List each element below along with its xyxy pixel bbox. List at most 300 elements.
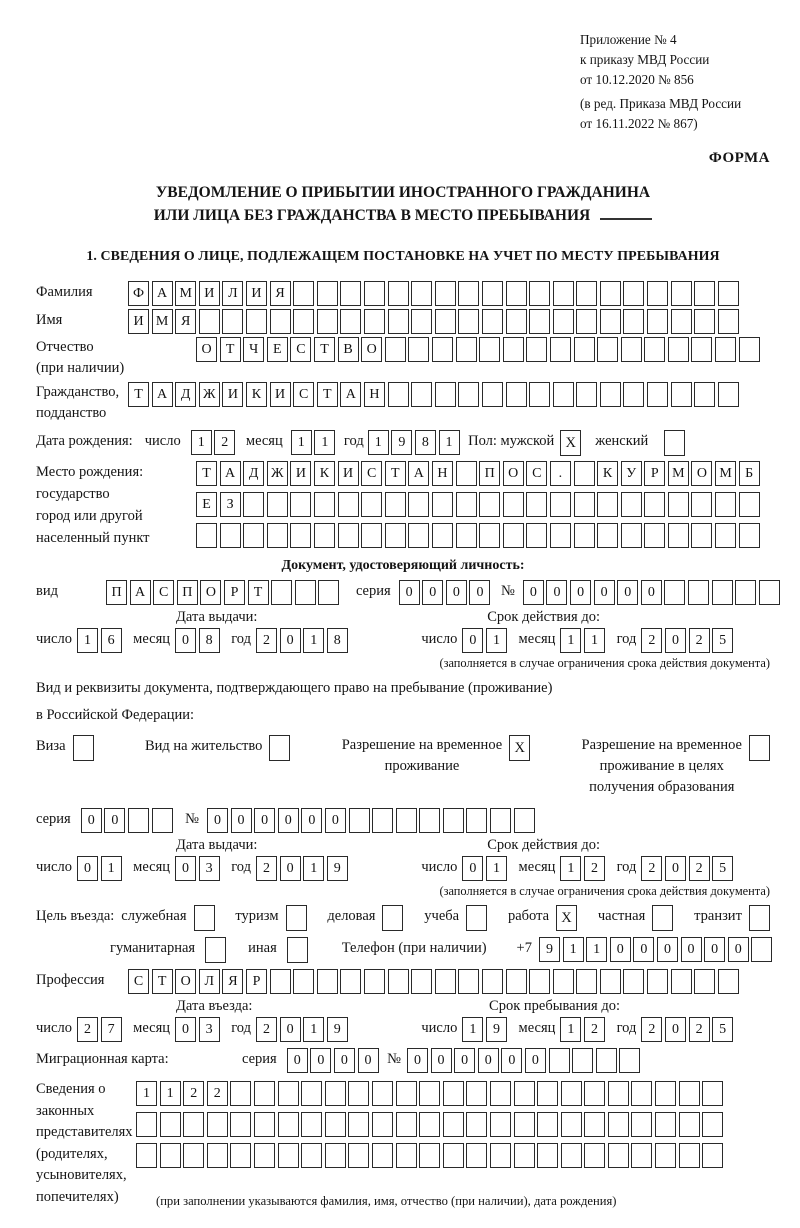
char-cell[interactable]: А bbox=[130, 580, 151, 605]
char-cell[interactable] bbox=[482, 309, 503, 334]
char-cell[interactable]: Т bbox=[314, 337, 335, 362]
char-cell[interactable] bbox=[679, 1112, 700, 1137]
char-cell[interactable] bbox=[456, 523, 477, 548]
char-cell[interactable] bbox=[600, 969, 621, 994]
char-cell[interactable] bbox=[718, 309, 739, 334]
char-cell[interactable] bbox=[270, 969, 291, 994]
char-cell[interactable] bbox=[419, 808, 440, 833]
char-cell[interactable] bbox=[584, 1143, 605, 1168]
char-cell[interactable]: Т bbox=[152, 969, 173, 994]
char-cell[interactable] bbox=[514, 808, 535, 833]
char-cell[interactable] bbox=[458, 309, 479, 334]
char-cell[interactable]: 2 bbox=[256, 856, 277, 881]
char-cell[interactable] bbox=[435, 382, 456, 407]
char-cell[interactable]: М bbox=[175, 281, 196, 306]
char-cell[interactable]: С bbox=[293, 382, 314, 407]
char-cell[interactable] bbox=[550, 337, 571, 362]
char-cell[interactable] bbox=[458, 969, 479, 994]
char-cell[interactable]: 1 bbox=[563, 937, 584, 962]
char-cell[interactable] bbox=[408, 337, 429, 362]
char-cell[interactable]: Е bbox=[267, 337, 288, 362]
char-cell[interactable] bbox=[160, 1112, 181, 1137]
char-cell[interactable] bbox=[644, 337, 665, 362]
char-cell[interactable] bbox=[506, 969, 527, 994]
female-checkbox[interactable] bbox=[664, 430, 685, 456]
char-cell[interactable] bbox=[715, 523, 736, 548]
char-cell[interactable]: М bbox=[152, 309, 173, 334]
char-cell[interactable] bbox=[655, 1143, 676, 1168]
char-cell[interactable] bbox=[553, 309, 574, 334]
char-cell[interactable] bbox=[419, 1112, 440, 1137]
char-cell[interactable] bbox=[293, 309, 314, 334]
char-cell[interactable] bbox=[529, 281, 550, 306]
char-cell[interactable]: О bbox=[175, 969, 196, 994]
char-cell[interactable]: 0 bbox=[454, 1048, 475, 1073]
char-cell[interactable] bbox=[338, 492, 359, 517]
char-cell[interactable]: С bbox=[153, 580, 174, 605]
char-cell[interactable] bbox=[529, 309, 550, 334]
char-cell[interactable] bbox=[317, 309, 338, 334]
char-cell[interactable]: 0 bbox=[546, 580, 567, 605]
char-cell[interactable] bbox=[293, 281, 314, 306]
char-cell[interactable] bbox=[490, 1081, 511, 1106]
char-cell[interactable] bbox=[608, 1081, 629, 1106]
char-cell[interactable] bbox=[691, 337, 712, 362]
char-cell[interactable] bbox=[443, 1081, 464, 1106]
char-cell[interactable] bbox=[751, 937, 772, 962]
char-cell[interactable] bbox=[207, 1143, 228, 1168]
char-cell[interactable]: 5 bbox=[712, 856, 733, 881]
char-cell[interactable]: П bbox=[177, 580, 198, 605]
char-cell[interactable] bbox=[432, 523, 453, 548]
char-cell[interactable] bbox=[553, 969, 574, 994]
char-cell[interactable]: Т bbox=[196, 461, 217, 486]
char-cell[interactable] bbox=[372, 1143, 393, 1168]
char-cell[interactable] bbox=[317, 969, 338, 994]
char-cell[interactable]: 0 bbox=[665, 856, 686, 881]
char-cell[interactable] bbox=[576, 281, 597, 306]
char-cell[interactable]: С bbox=[526, 461, 547, 486]
char-cell[interactable]: 2 bbox=[689, 628, 710, 653]
char-cell[interactable]: 0 bbox=[704, 937, 725, 962]
char-cell[interactable] bbox=[152, 808, 173, 833]
char-cell[interactable] bbox=[338, 523, 359, 548]
char-cell[interactable] bbox=[506, 309, 527, 334]
char-cell[interactable] bbox=[623, 969, 644, 994]
char-cell[interactable]: А bbox=[408, 461, 429, 486]
char-cell[interactable]: 0 bbox=[478, 1048, 499, 1073]
char-cell[interactable]: 2 bbox=[207, 1081, 228, 1106]
char-cell[interactable]: 2 bbox=[77, 1017, 98, 1042]
char-cell[interactable] bbox=[408, 523, 429, 548]
char-cell[interactable] bbox=[388, 281, 409, 306]
char-cell[interactable] bbox=[411, 969, 432, 994]
char-cell[interactable]: И bbox=[199, 281, 220, 306]
char-cell[interactable]: 0 bbox=[431, 1048, 452, 1073]
char-cell[interactable] bbox=[514, 1143, 535, 1168]
char-cell[interactable]: Ф bbox=[128, 281, 149, 306]
char-cell[interactable]: 0 bbox=[523, 580, 544, 605]
char-cell[interactable] bbox=[735, 580, 756, 605]
char-cell[interactable]: В bbox=[338, 337, 359, 362]
char-cell[interactable] bbox=[267, 523, 288, 548]
char-cell[interactable] bbox=[694, 281, 715, 306]
char-cell[interactable] bbox=[385, 492, 406, 517]
char-cell[interactable]: И bbox=[128, 309, 149, 334]
char-cell[interactable] bbox=[503, 337, 524, 362]
purpose-private-checkbox[interactable] bbox=[652, 905, 673, 931]
char-cell[interactable] bbox=[490, 808, 511, 833]
char-cell[interactable] bbox=[655, 1081, 676, 1106]
char-cell[interactable] bbox=[325, 1081, 346, 1106]
char-cell[interactable] bbox=[160, 1143, 181, 1168]
char-cell[interactable]: 0 bbox=[665, 628, 686, 653]
char-cell[interactable] bbox=[537, 1112, 558, 1137]
char-cell[interactable]: Т bbox=[248, 580, 269, 605]
char-cell[interactable] bbox=[456, 337, 477, 362]
char-cell[interactable] bbox=[549, 1048, 570, 1073]
char-cell[interactable] bbox=[372, 808, 393, 833]
edu-permit-checkbox[interactable] bbox=[749, 735, 770, 761]
char-cell[interactable]: И bbox=[290, 461, 311, 486]
char-cell[interactable]: З bbox=[220, 492, 241, 517]
char-cell[interactable] bbox=[506, 281, 527, 306]
char-cell[interactable]: А bbox=[340, 382, 361, 407]
char-cell[interactable] bbox=[702, 1081, 723, 1106]
char-cell[interactable]: О bbox=[691, 461, 712, 486]
char-cell[interactable]: 1 bbox=[560, 856, 581, 881]
char-cell[interactable] bbox=[553, 382, 574, 407]
char-cell[interactable]: 0 bbox=[287, 1048, 308, 1073]
char-cell[interactable] bbox=[576, 309, 597, 334]
char-cell[interactable]: Ж bbox=[199, 382, 220, 407]
char-cell[interactable] bbox=[621, 337, 642, 362]
char-cell[interactable]: А bbox=[152, 382, 173, 407]
char-cell[interactable]: 0 bbox=[469, 580, 490, 605]
char-cell[interactable] bbox=[694, 969, 715, 994]
char-cell[interactable] bbox=[553, 281, 574, 306]
char-cell[interactable] bbox=[623, 281, 644, 306]
char-cell[interactable] bbox=[136, 1143, 157, 1168]
char-cell[interactable] bbox=[550, 492, 571, 517]
char-cell[interactable]: 2 bbox=[214, 430, 235, 455]
char-cell[interactable] bbox=[631, 1112, 652, 1137]
purpose-work-checkbox[interactable]: X bbox=[556, 905, 577, 931]
char-cell[interactable] bbox=[574, 337, 595, 362]
char-cell[interactable]: 0 bbox=[422, 580, 443, 605]
male-checkbox[interactable]: X bbox=[560, 430, 581, 456]
char-cell[interactable] bbox=[597, 337, 618, 362]
char-cell[interactable] bbox=[688, 580, 709, 605]
purpose-study-checkbox[interactable] bbox=[466, 905, 487, 931]
char-cell[interactable] bbox=[278, 1081, 299, 1106]
char-cell[interactable] bbox=[623, 309, 644, 334]
char-cell[interactable] bbox=[267, 492, 288, 517]
char-cell[interactable]: У bbox=[621, 461, 642, 486]
char-cell[interactable]: 1 bbox=[462, 1017, 483, 1042]
char-cell[interactable]: 0 bbox=[175, 628, 196, 653]
char-cell[interactable] bbox=[254, 1112, 275, 1137]
char-cell[interactable]: 2 bbox=[641, 1017, 662, 1042]
char-cell[interactable]: 2 bbox=[183, 1081, 204, 1106]
char-cell[interactable]: С bbox=[361, 461, 382, 486]
char-cell[interactable] bbox=[608, 1143, 629, 1168]
char-cell[interactable]: Я bbox=[270, 281, 291, 306]
char-cell[interactable] bbox=[432, 492, 453, 517]
char-cell[interactable] bbox=[572, 1048, 593, 1073]
char-cell[interactable] bbox=[443, 1112, 464, 1137]
char-cell[interactable]: 1 bbox=[584, 628, 605, 653]
char-cell[interactable] bbox=[671, 281, 692, 306]
char-cell[interactable]: Р bbox=[224, 580, 245, 605]
char-cell[interactable] bbox=[290, 523, 311, 548]
char-cell[interactable] bbox=[576, 382, 597, 407]
char-cell[interactable] bbox=[671, 382, 692, 407]
char-cell[interactable] bbox=[702, 1112, 723, 1137]
purpose-business-checkbox[interactable] bbox=[382, 905, 403, 931]
char-cell[interactable]: 0 bbox=[231, 808, 252, 833]
char-cell[interactable] bbox=[600, 309, 621, 334]
char-cell[interactable]: 0 bbox=[633, 937, 654, 962]
char-cell[interactable]: 1 bbox=[486, 856, 507, 881]
char-cell[interactable] bbox=[647, 382, 668, 407]
char-cell[interactable]: 0 bbox=[334, 1048, 355, 1073]
residence-permit-checkbox[interactable] bbox=[269, 735, 290, 761]
char-cell[interactable]: 1 bbox=[77, 628, 98, 653]
char-cell[interactable] bbox=[388, 969, 409, 994]
char-cell[interactable] bbox=[419, 1081, 440, 1106]
char-cell[interactable] bbox=[671, 309, 692, 334]
char-cell[interactable]: 5 bbox=[712, 628, 733, 653]
char-cell[interactable] bbox=[314, 523, 335, 548]
char-cell[interactable] bbox=[561, 1143, 582, 1168]
char-cell[interactable]: 1 bbox=[560, 1017, 581, 1042]
char-cell[interactable] bbox=[702, 1143, 723, 1168]
char-cell[interactable] bbox=[664, 580, 685, 605]
char-cell[interactable]: Л bbox=[199, 969, 220, 994]
char-cell[interactable] bbox=[503, 492, 524, 517]
char-cell[interactable] bbox=[584, 1112, 605, 1137]
char-cell[interactable] bbox=[411, 309, 432, 334]
char-cell[interactable] bbox=[526, 492, 547, 517]
purpose-other-checkbox[interactable] bbox=[287, 937, 308, 963]
char-cell[interactable]: Б bbox=[739, 461, 760, 486]
char-cell[interactable] bbox=[739, 492, 760, 517]
char-cell[interactable] bbox=[196, 523, 217, 548]
char-cell[interactable]: 2 bbox=[689, 1017, 710, 1042]
char-cell[interactable]: Р bbox=[644, 461, 665, 486]
char-cell[interactable]: Т bbox=[220, 337, 241, 362]
char-cell[interactable] bbox=[348, 1112, 369, 1137]
char-cell[interactable]: 0 bbox=[462, 628, 483, 653]
char-cell[interactable] bbox=[254, 1081, 275, 1106]
char-cell[interactable] bbox=[561, 1112, 582, 1137]
char-cell[interactable] bbox=[631, 1143, 652, 1168]
char-cell[interactable] bbox=[443, 808, 464, 833]
char-cell[interactable]: Л bbox=[222, 281, 243, 306]
char-cell[interactable]: . bbox=[550, 461, 571, 486]
char-cell[interactable]: 2 bbox=[584, 856, 605, 881]
char-cell[interactable] bbox=[482, 969, 503, 994]
char-cell[interactable]: 1 bbox=[191, 430, 212, 455]
char-cell[interactable] bbox=[419, 1143, 440, 1168]
char-cell[interactable]: 0 bbox=[407, 1048, 428, 1073]
char-cell[interactable] bbox=[619, 1048, 640, 1073]
char-cell[interactable]: 3 bbox=[199, 856, 220, 881]
char-cell[interactable] bbox=[243, 492, 264, 517]
char-cell[interactable] bbox=[490, 1112, 511, 1137]
char-cell[interactable] bbox=[679, 1143, 700, 1168]
char-cell[interactable] bbox=[537, 1081, 558, 1106]
char-cell[interactable]: 9 bbox=[539, 937, 560, 962]
char-cell[interactable] bbox=[479, 523, 500, 548]
char-cell[interactable] bbox=[325, 1143, 346, 1168]
purpose-official-checkbox[interactable] bbox=[194, 905, 215, 931]
char-cell[interactable]: 2 bbox=[584, 1017, 605, 1042]
char-cell[interactable]: О bbox=[503, 461, 524, 486]
char-cell[interactable] bbox=[295, 580, 316, 605]
char-cell[interactable]: 0 bbox=[462, 856, 483, 881]
char-cell[interactable]: Т bbox=[317, 382, 338, 407]
char-cell[interactable]: 0 bbox=[525, 1048, 546, 1073]
char-cell[interactable] bbox=[600, 281, 621, 306]
char-cell[interactable] bbox=[385, 523, 406, 548]
char-cell[interactable] bbox=[644, 492, 665, 517]
char-cell[interactable] bbox=[456, 461, 477, 486]
char-cell[interactable]: 2 bbox=[256, 628, 277, 653]
char-cell[interactable]: К bbox=[314, 461, 335, 486]
char-cell[interactable] bbox=[340, 281, 361, 306]
char-cell[interactable]: 1 bbox=[439, 430, 460, 455]
char-cell[interactable] bbox=[647, 309, 668, 334]
char-cell[interactable]: 0 bbox=[207, 808, 228, 833]
char-cell[interactable] bbox=[482, 382, 503, 407]
char-cell[interactable] bbox=[246, 309, 267, 334]
char-cell[interactable]: 1 bbox=[160, 1081, 181, 1106]
char-cell[interactable] bbox=[514, 1081, 535, 1106]
char-cell[interactable]: 0 bbox=[570, 580, 591, 605]
char-cell[interactable] bbox=[230, 1081, 251, 1106]
char-cell[interactable]: 9 bbox=[327, 1017, 348, 1042]
char-cell[interactable]: 0 bbox=[446, 580, 467, 605]
char-cell[interactable]: 0 bbox=[301, 808, 322, 833]
char-cell[interactable]: 0 bbox=[280, 856, 301, 881]
char-cell[interactable] bbox=[364, 309, 385, 334]
char-cell[interactable] bbox=[712, 580, 733, 605]
char-cell[interactable] bbox=[644, 523, 665, 548]
char-cell[interactable] bbox=[655, 1112, 676, 1137]
char-cell[interactable]: 0 bbox=[728, 937, 749, 962]
char-cell[interactable] bbox=[759, 580, 780, 605]
char-cell[interactable]: 0 bbox=[610, 937, 631, 962]
char-cell[interactable] bbox=[600, 382, 621, 407]
char-cell[interactable] bbox=[597, 492, 618, 517]
char-cell[interactable]: М bbox=[668, 461, 689, 486]
char-cell[interactable] bbox=[432, 337, 453, 362]
char-cell[interactable]: 2 bbox=[641, 856, 662, 881]
char-cell[interactable]: Д bbox=[175, 382, 196, 407]
char-cell[interactable]: 0 bbox=[175, 1017, 196, 1042]
char-cell[interactable] bbox=[739, 337, 760, 362]
char-cell[interactable]: 8 bbox=[327, 628, 348, 653]
char-cell[interactable]: 1 bbox=[486, 628, 507, 653]
char-cell[interactable] bbox=[396, 1143, 417, 1168]
char-cell[interactable]: Р bbox=[246, 969, 267, 994]
char-cell[interactable] bbox=[340, 309, 361, 334]
char-cell[interactable] bbox=[466, 1081, 487, 1106]
char-cell[interactable]: Я bbox=[175, 309, 196, 334]
char-cell[interactable]: А bbox=[220, 461, 241, 486]
char-cell[interactable]: К bbox=[597, 461, 618, 486]
char-cell[interactable] bbox=[278, 1112, 299, 1137]
char-cell[interactable] bbox=[290, 492, 311, 517]
char-cell[interactable] bbox=[458, 382, 479, 407]
char-cell[interactable] bbox=[647, 281, 668, 306]
char-cell[interactable] bbox=[372, 1112, 393, 1137]
char-cell[interactable] bbox=[576, 969, 597, 994]
char-cell[interactable]: 2 bbox=[689, 856, 710, 881]
purpose-transit-checkbox[interactable] bbox=[749, 905, 770, 931]
char-cell[interactable] bbox=[318, 580, 339, 605]
char-cell[interactable] bbox=[317, 281, 338, 306]
char-cell[interactable] bbox=[388, 382, 409, 407]
char-cell[interactable]: 9 bbox=[391, 430, 412, 455]
char-cell[interactable] bbox=[466, 808, 487, 833]
char-cell[interactable]: 8 bbox=[415, 430, 436, 455]
char-cell[interactable] bbox=[526, 523, 547, 548]
char-cell[interactable] bbox=[408, 492, 429, 517]
char-cell[interactable]: О bbox=[200, 580, 221, 605]
char-cell[interactable] bbox=[526, 337, 547, 362]
char-cell[interactable]: 0 bbox=[325, 808, 346, 833]
char-cell[interactable] bbox=[136, 1112, 157, 1137]
char-cell[interactable] bbox=[537, 1143, 558, 1168]
char-cell[interactable] bbox=[608, 1112, 629, 1137]
char-cell[interactable] bbox=[435, 281, 456, 306]
char-cell[interactable]: 8 bbox=[199, 628, 220, 653]
char-cell[interactable] bbox=[668, 337, 689, 362]
char-cell[interactable] bbox=[314, 492, 335, 517]
char-cell[interactable] bbox=[278, 1143, 299, 1168]
char-cell[interactable] bbox=[466, 1112, 487, 1137]
char-cell[interactable]: 0 bbox=[280, 1017, 301, 1042]
char-cell[interactable] bbox=[385, 337, 406, 362]
char-cell[interactable] bbox=[230, 1112, 251, 1137]
char-cell[interactable] bbox=[597, 523, 618, 548]
char-cell[interactable] bbox=[348, 1081, 369, 1106]
char-cell[interactable] bbox=[631, 1081, 652, 1106]
char-cell[interactable] bbox=[271, 580, 292, 605]
char-cell[interactable] bbox=[529, 382, 550, 407]
char-cell[interactable]: 0 bbox=[617, 580, 638, 605]
char-cell[interactable]: Д bbox=[243, 461, 264, 486]
char-cell[interactable] bbox=[301, 1112, 322, 1137]
char-cell[interactable] bbox=[550, 523, 571, 548]
char-cell[interactable]: 1 bbox=[303, 628, 324, 653]
char-cell[interactable] bbox=[340, 969, 361, 994]
char-cell[interactable]: Н bbox=[432, 461, 453, 486]
char-cell[interactable] bbox=[270, 309, 291, 334]
char-cell[interactable]: 0 bbox=[641, 580, 662, 605]
char-cell[interactable]: А bbox=[152, 281, 173, 306]
char-cell[interactable] bbox=[482, 281, 503, 306]
char-cell[interactable]: 3 bbox=[199, 1017, 220, 1042]
char-cell[interactable]: 2 bbox=[641, 628, 662, 653]
char-cell[interactable] bbox=[596, 1048, 617, 1073]
char-cell[interactable]: К bbox=[246, 382, 267, 407]
char-cell[interactable]: М bbox=[715, 461, 736, 486]
char-cell[interactable] bbox=[372, 1081, 393, 1106]
